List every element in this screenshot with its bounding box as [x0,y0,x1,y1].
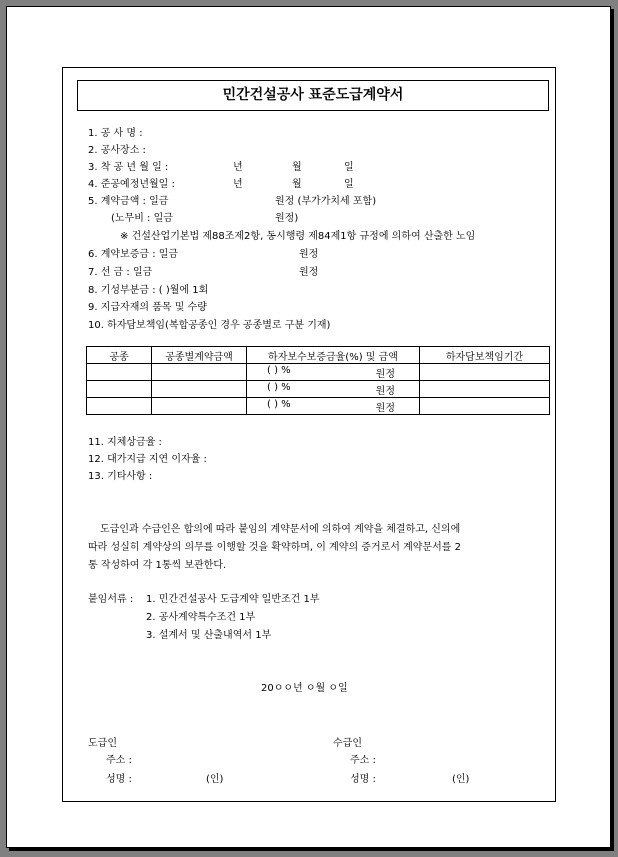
completion-day-label: 일 [344,179,354,190]
table-cell [420,364,550,381]
start-year-label: 년 [233,162,243,173]
start-month-label: 월 [292,162,302,173]
start-day-label: 일 [344,162,354,173]
field-labor-cost: (노무비 : 일금 [111,213,173,224]
contractor-label: 도급인 [88,738,117,749]
subcontractor-seal: (인) [452,774,470,785]
agreement-paragraph-line2: 따라 성실히 계약상의 의무를 이행할 것을 확약하며, 이 계약의 증거로서 계약문서를 2 [88,542,461,553]
table-header: 공종 [87,347,152,364]
defect-liability-table [86,346,550,415]
deposit-rate: ( ) % [267,364,291,376]
field-defect-liability: 10. 하자담보책임(복합공종인 경우 공종별로 구분 기재) [88,320,331,331]
field-late-interest: 12. 대가지급 지연 이자율 : [88,454,207,465]
advance-payment-won: 원정 [299,267,319,278]
deposit-won: 원정 [375,385,395,397]
completion-month-label: 월 [292,179,302,190]
contract-deposit-won: 원정 [299,249,319,260]
field-advance-payment: 7. 선 금 : 일금 [88,267,153,278]
table-cell [87,381,152,398]
table-cell [420,381,550,398]
attachments-label: 붙임서류 : [88,594,134,605]
table-cell [247,398,420,415]
labor-cost-won: 원정) [275,213,299,224]
field-project-name: 1. 공 사 명 : [88,128,143,139]
table-cell [247,381,420,398]
table-header-row [87,347,550,364]
deposit-won: 원정 [375,402,395,414]
document-title: 민간건설공사 표준도급계약서 [77,80,549,111]
labor-note: ※ 건설산업기본법 제88조제2항, 동시행령 제84제1항 규정에 의하여 산출한 노임 [120,231,476,242]
table-row [87,398,550,415]
field-supplied-materials: 9. 지급자재의 품목 및 수량 [88,302,207,313]
deposit-rate: ( ) % [267,381,291,393]
field-contract-amount: 5. 계약금액 : 일금 [88,196,169,207]
subcontractor-label: 수급인 [333,738,362,749]
table-header: 하자보수보증금율(%) 및 금액 [247,347,420,364]
subcontractor-address: 주소 : [350,755,376,766]
document-page [6,6,611,848]
contract-frame [62,67,556,802]
table-header: 공종별계약금액 [152,347,247,364]
field-start-date: 3. 착 공 년 월 일 : [88,162,169,173]
field-delay-penalty: 11. 지체상금율 : [88,437,162,448]
table-cell [152,398,247,415]
table-row [87,381,550,398]
table-cell [87,398,152,415]
table-cell [87,364,152,381]
deposit-won: 원정 [375,368,395,380]
table-header: 하자담보책임기간 [420,347,550,364]
attachment-item-3: 3. 설계서 및 산출내역서 1부 [146,630,272,641]
agreement-paragraph-line3: 통 작성하여 각 1통씩 보관한다. [88,560,227,571]
field-project-location: 2. 공사장소 : [88,145,146,156]
table-cell [420,398,550,415]
deposit-rate: ( ) % [267,398,291,410]
agreement-paragraph-line1: 도급인과 수급인은 합의에 따라 붙임의 계약문서에 의하여 계약을 체결하고, 신의에 [100,524,461,535]
contract-amount-won: 원정 (부가가치세 포함) [275,196,377,207]
table-cell [247,364,420,381]
contractor-seal: (인) [206,774,224,785]
table-row [87,364,550,381]
completion-year-label: 년 [233,179,243,190]
attachment-item-1: 1. 민간건설공사 도급계약 일반조건 1부 [146,594,320,605]
table-cell [152,381,247,398]
attachment-item-2: 2. 공사계약특수조건 1부 [146,612,256,623]
contract-date: 20ㅇㅇ년 ㅇ월 ㅇ일 [261,683,348,694]
field-progress-payment: 8. 기성부분금 : ( )월에 1회 [88,285,209,296]
field-other-matters: 13. 기타사항 : [88,471,153,482]
contractor-name: 성명 : [106,774,132,785]
contractor-address: 주소 : [106,755,132,766]
table-cell [152,364,247,381]
field-contract-deposit: 6. 계약보증금 : 일금 [88,249,179,260]
field-completion-date: 4. 준공예정년월일 : [88,179,175,190]
subcontractor-name: 성명 : [350,774,376,785]
